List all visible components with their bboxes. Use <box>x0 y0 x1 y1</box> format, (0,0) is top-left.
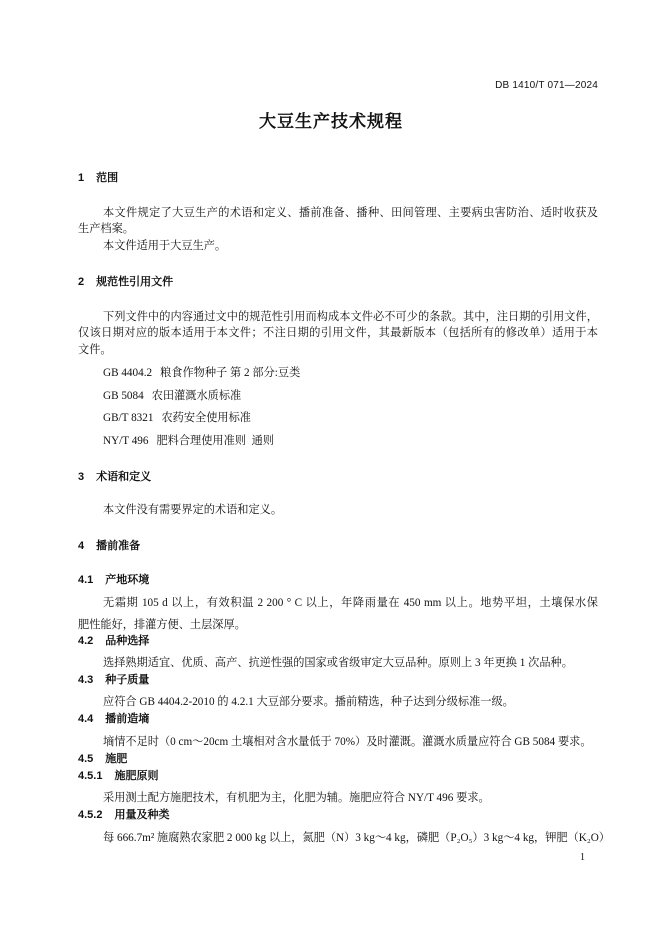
subsection-number: 4.1 <box>78 574 94 586</box>
subsection-4-5-heading <box>78 751 127 767</box>
reference-name: 粮食作物种子 第 2 部分:豆类 <box>160 367 301 379</box>
subsection-number: 4.4 <box>78 713 94 725</box>
subsection-title: 品种选择 <box>105 635 150 647</box>
subsection-4-5-2-heading <box>78 807 169 823</box>
paragraph-line: 本文件规定了大豆生产的术语和定义、播前准备、播种、田间管理、主要病虫害防治、适时收获及 <box>103 207 598 219</box>
paragraph-line: 肥性能好，排灌方便、土层深厚。 <box>78 619 246 631</box>
subsection-4-2-heading <box>78 633 149 649</box>
subsection-number: 4.2 <box>78 635 94 647</box>
reference-item <box>103 433 274 449</box>
paragraph-line: 下列文件中的内容通过文中的规范性引用而构成本文件必不可少的条款。其中，注日期的引用文件， <box>103 311 598 323</box>
paragraph-line: 应符合 GB 4404.2-2010 的 4.2.1 大豆部分要求。播前精选，种子达到分级标准一级。 <box>103 696 514 708</box>
reference-name: 农药安全使用标准 <box>161 412 251 424</box>
subsection-number: 4.5.2 <box>78 809 103 821</box>
paragraph-line: 仅该日期对应的版本适用于本文件；不注日期的引用文件，其最新版本（包括所有的修改单）适用于本 <box>78 327 598 339</box>
section-3-heading <box>78 469 151 485</box>
section-title: 范围 <box>96 172 119 184</box>
paragraph-line: 本文件没有需要界定的术语和定义。 <box>103 504 283 516</box>
section-number: 1 <box>78 172 85 184</box>
reference-item <box>103 388 241 404</box>
paragraph-line: 选择熟期适宜、优质、高产、抗逆性强的国家或省级审定大豆品种。原则上 3 年更换 1 次品种。 <box>103 657 573 669</box>
subsection-title: 用量及种类 <box>114 809 170 821</box>
section-number: 2 <box>78 276 85 288</box>
subsection-4-1-heading <box>78 572 149 588</box>
subsection-4-3-heading <box>78 672 149 688</box>
section-1-heading <box>78 170 118 186</box>
section-4-heading <box>78 538 140 554</box>
reference-name: 肥料合理使用准则 通则 <box>156 435 274 447</box>
subsection-number: 4.5.1 <box>78 770 103 782</box>
paragraph-line: 采用测土配方施肥技术，有机肥为主，化肥为辅。施肥应符合 NY/T 496 要求。 <box>103 792 490 804</box>
paragraph-line: 本文件适用于大豆生产。 <box>103 240 227 252</box>
subsection-title: 产地环境 <box>105 574 150 586</box>
subsection-title: 施肥原则 <box>114 770 159 782</box>
reference-code: GB 5084 <box>103 390 144 402</box>
paragraph-line: 无霜期 105 d 以上，有效积温 2 200 ° C 以上，年降雨量在 450 mm 以上。地势平坦，土壤保水保 <box>103 597 598 609</box>
reference-item <box>103 410 251 426</box>
subsection-title: 播前造墒 <box>105 713 150 725</box>
section-title: 播前准备 <box>96 540 141 552</box>
paragraph-line: 文件。 <box>78 344 112 356</box>
reference-code: GB/T 8321 <box>103 412 154 424</box>
reference-item <box>103 365 300 381</box>
document-title: 大豆生产技术规程 <box>259 112 403 131</box>
standard-code: DB 1410/T 071—2024 <box>495 80 598 91</box>
reference-code: NY/T 496 <box>103 435 149 447</box>
subsection-title: 施肥 <box>105 753 128 765</box>
subsection-number: 4.5 <box>78 753 94 765</box>
section-title: 术语和定义 <box>96 471 152 483</box>
reference-code: GB 4404.2 <box>103 367 153 379</box>
section-title: 规范性引用文件 <box>96 276 174 288</box>
section-number: 4 <box>78 540 85 552</box>
paragraph-line: 每 666.7m² 施腐熟农家肥 2 000 kg 以上，氮肥（N）3 kg～4 kg，磷肥（P₂O₅）3 kg～4 kg，钾肥（K₂O） <box>103 832 611 844</box>
subsection-title: 种子质量 <box>105 674 150 686</box>
paragraph-line: 生产档案。 <box>78 223 134 235</box>
subsection-number: 4.3 <box>78 674 94 686</box>
reference-name: 农田灌溉水质标准 <box>151 390 242 402</box>
section-2-heading <box>78 274 173 290</box>
page-number: 1 <box>580 852 585 863</box>
section-number: 3 <box>78 471 85 483</box>
paragraph-line: 墒情不足时（0 cm～20cm 土壤相对含水量低于 70%）及时灌溉。灌溉水质量应符合 GB 5084 要求。 <box>103 736 592 748</box>
subsection-4-5-1-heading <box>78 768 158 784</box>
subsection-4-4-heading <box>78 711 149 727</box>
